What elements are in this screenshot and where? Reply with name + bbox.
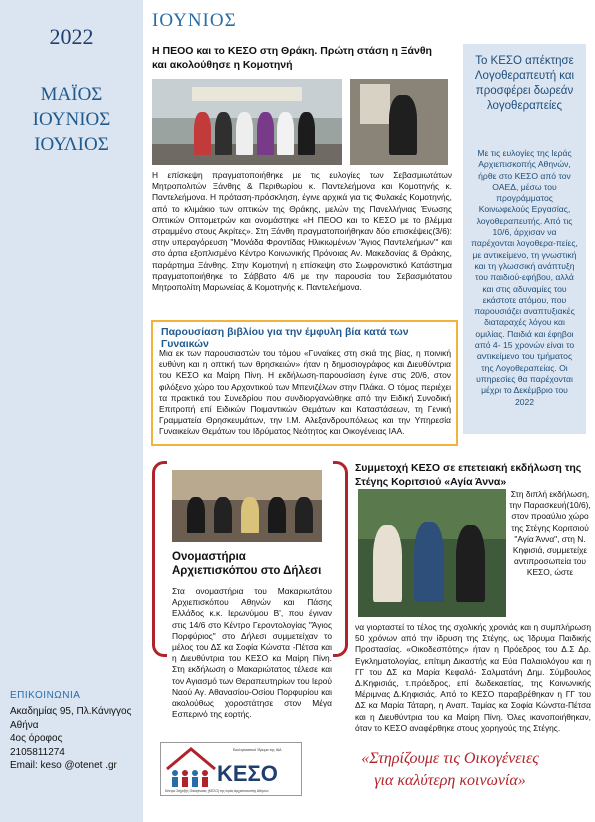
- month-july: ΙΟΥΛΙΟΣ: [34, 134, 109, 155]
- article1-body: Η επίσκεψη πραγματοποιήθηκε με τις ευλογίες των Σεβασμιωτάτων Μητροπολιτών Ξάνθης & Περιθωρίου κ. Παντελεήμονα και Κομοτηνής κ. Παντελεήμονα. Η πρόταση-πρόσκληση, έγινε αρχικά για τις Φυλακές Κομοτηνής, από το κλιμάκιο των οπτικών της Θράκης, μελών της Πανελλήνιας Ένωσης Οπτικών Οπτομετρών και ονομάστηκε «Η ΠΕΟΟ και το ΚΕΣΟ με το βλέμμα στραμμένο στους Ακρίτες». Στη Ξάνθη πραγματοποιήθηκαν δύο επισκέψεις(3/6): στην υπεραγόρευση "Μονάδα Φροντίδας Ηλικιωμένων 'Άγιος Παντελεήμων'" και στο άρτια εξοπλισμένο Κέντρο Κοινωνικής Πρόνοιας Αν. Μακεδονίας & Θράκης, παράρτημα Ξάνθης. Στην Κομοτηνή η επίσκεψη στο Σωφρονιστικό Κατάστημα πραγματοποιήθηκε το Σάββατο 4/6 με την παρουσία του Σεβασμιότατου Μητροπολίτη Μαρωνείας & Κομοτηνής κ. Παντελεήμονα.: [152, 170, 452, 293]
- contact-email[interactable]: Email: keso @otenet .gr: [10, 760, 117, 771]
- keso-logo-subtitle-bottom: Κέντρο Στήριξης Οικογένειας (ΚΕΣΟ) της Ιεράς Αρχιεπισκοπής Αθηνών: [165, 789, 269, 793]
- article1-photo-woman: [350, 79, 448, 165]
- speech-therapy-title: Το ΚΕΣΟ απέκτησε Λογοθεραπευτή και προσφέρει δωρεάν λογοθεραπείες: [474, 55, 575, 112]
- agia-anna-title: Συμμετοχή ΚΕΣΟ σε επετειακή εκδήλωση της Στέγης Κοριτσιού «Αγία Άννα»: [355, 462, 582, 488]
- left-sidebar: [0, 0, 143, 822]
- contact-city: Αθήνα: [10, 719, 39, 731]
- contact-floor: 4ος όροφος: [10, 733, 63, 744]
- contact-block: [10, 705, 131, 773]
- agia-anna-side-text: Στη διπλή εκδήλωση, την Παρασκευή(10/6), στον προαύλιο χώρο της Στέγης Κοριτσιού "Αγία Άννα", στη Ν. Κηφισιά, συμμετείχε αντιπροσωπεία του ΚΕΣΟ, ώστε: [509, 489, 591, 578]
- keso-logo-text: ΚΕΣΟ: [217, 761, 278, 786]
- contact-heading: ΕΠΙΚΟΙΝΩΝΙΑ: [10, 690, 81, 701]
- agia-anna-body: να γιορταστεί το τέλος της σχολικής χρονιάς και η συμπλήρωση 50 χρόνων από την ίδρυση της Στέγης, ως Ίδρυμα Παιδικής Προστασίας. «Οικοδεσπότης» ήταν η Πρόεδρος του Δ.Σ Δρ. Εγκληματολογίας, επίτιμη Δικαστής κα Εύα Παλαιολόγου και η ΓΓ του ΔΣ κα Μαρία Κεφαλά- Σαλματάνη Δημ. Σύμβουλος Δ.Κηφισιάς, τ.πρόεδρος, επί δωδεκαετίας, της Κοινωνικής Μέριμνας Δ.Κηφισιάς. Από το ΚΕΣΟ παραβρέθηκαν η ΓΓ του ΔΣ κα Μαρία Τάταρη, η Αναπ. Ταμίας κα Σοφία Κώνστα-Πέτσα και η Διευθύντρια του κα Μαίρη Πίνη. Όλες ικανοποιήθηκαν, όταν το ΚΕΣΟ αναφέρθηκε στους χορηγούς της Στέγης.: [355, 622, 591, 733]
- nameday-bracket-right: [333, 461, 348, 657]
- article1-title: Η ΠΕΟΟ και το ΚΕΣΟ στη Θράκη. Πρώτη στάση η Ξάνθη και ακολούθησε η Κομοτηνή: [152, 45, 432, 71]
- nameday-photo: [172, 470, 322, 542]
- month-may: ΜΑΪΟΣ: [40, 84, 103, 105]
- speech-therapy-body: Με τις ευλογίες της Ιεράς Αρχιεπισκοπής Αθηνών, ήρθε στο ΚΕΣΟ από τον ΟΑΕΔ, μέσω του προγράμματος Κοινωφελούς Εργασίας, λογοθεραπευτής. Από τις 10/6, άρχισαν να παρέχονται λογοθερα-πείες, με αντικείμενο, τη γνωστική και τη γλωσσική ανάπτυξη του παιδιού-εφήβου, αλλά και στις αδυναμίες του εκάστοτε ατόμου, που παρουσιάζει αναπτυξιακές διαταραχές λόγου και ομιλίας. Παιδιά και έφηβοι από 4- 15 χρονών είναι το αντικείμενο του τμήματος της Λογοθεραπείας. Οι υπηρεσίες θα παρέχονται μέχρι το Δεκέμβριο του 2022: [471, 148, 578, 407]
- issue-months: [0, 82, 143, 157]
- keso-logo: [160, 742, 302, 796]
- closing-quote-line2: για καλύτερη κοινωνία»: [374, 772, 526, 789]
- nameday-title: Ονομαστήρια Αρχιεπισκόπου στο Δήλεσι: [172, 551, 322, 577]
- contact-address: Ακαδημίας 95, Πλ.Κάνιγγος: [10, 706, 132, 717]
- nameday-body: Στα ονομαστήρια του Μακαριωτάτου Αρχιεπισκόπου Αθηνών και Πάσης Ελλάδος κ.κ. Ιερωνύμου Β', που έγιναν στις 14/6 στο Κέντρο Γεροντολογίας "Άγιος Πορφύριος" στο Δήλεσι συμμετείχαν το μέλος του ΔΣ κα Σοφία Κώνστα -Πέτσα και η Διευθύντρια του ΚΕΣΟ κα Μαίρη Πίνη. Στη εκδήλωση ο Μακαριώτατος τέλεσε και τον Αγιασμό των Θεραπευτηρίων του Ιερού Ναού Αγ. Αθανασίου-Οσίου Πορφυρίου και ακολούθως χοροστάτησε στον Μέγα Εσπερινό της εορτής.: [172, 586, 332, 720]
- contact-phone: 2105811274: [10, 746, 65, 758]
- closing-quote: [310, 748, 590, 792]
- speech-therapy-box: [463, 44, 586, 434]
- book-presentation-body: Μια εκ των παρουσιαστών του τόμου «Γυναίκες στη σκιά της βίας, η ποινική ευθύνη και η οπτική των θρησκειών» ήταν η δημοσιογράφος και Διευθύντρια του ΚΕΣΟ κα Μαίρη Πίνη. Η εκδήλωση-παρουσίαση έγινε στις 20/6, στον φιλόξενο χώρο του Αρχοντικού των Μπενιζέλων στην Πλάκα. Ο τόμος περιέχει τα πρακτικά του Συνεδρίου που συνδιοργανώθηκε από την Ειδική Συνοδική Επιτροπή επί Ειδικών Ποιμαντικών Θεμάτων και Καταστάσεων, τη Γενική Γραμματεία Θρησκευμάτων, την Ι.Μ. Αλεξανδρουπόλεως και την Υπηρεσία Γυναικείων Θεμάτων του Ιδρύματος Νεότητος και Οικογένειας ΙΑΑ.: [159, 348, 451, 437]
- agia-anna-photo: [358, 489, 506, 617]
- nameday-bracket-left: [152, 461, 167, 657]
- closing-quote-line1: «Στηρίζουμε τις Οικογένειες: [361, 750, 539, 767]
- article1-photo-group: [152, 79, 342, 165]
- keso-logo-graphic: [161, 743, 301, 795]
- book-presentation-box: [151, 320, 458, 446]
- book-presentation-title: Παρουσίαση βιβλίου για την έμφυλη βία κατά των Γυναικών: [161, 326, 409, 350]
- month-june: ΙΟΥΝΙΟΣ: [32, 109, 111, 130]
- page-title: ΙΟΥΝΙΟΣ: [152, 10, 237, 31]
- keso-logo-subtitle-top: Εκκλησιαστικό Ίδρυμα της ΙΑΑ: [233, 748, 282, 752]
- issue-year: 2022: [49, 24, 94, 49]
